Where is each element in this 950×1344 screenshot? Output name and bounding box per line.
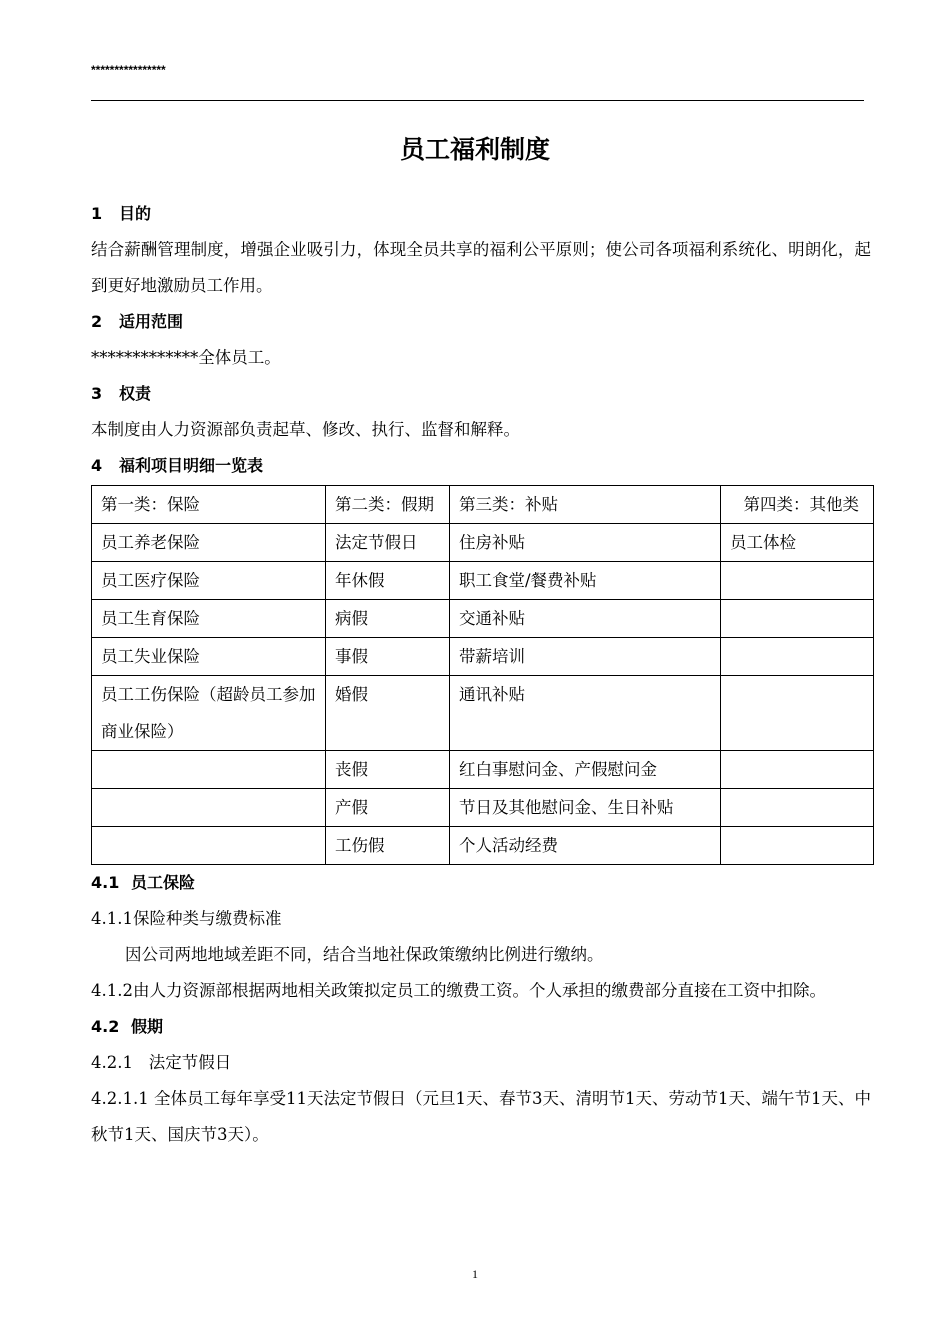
section-4-1-1-title: 4.1.1保险种类与缴费标准 xyxy=(91,909,282,928)
table-row xyxy=(92,789,874,827)
table-cell: 员工体检 xyxy=(721,524,874,562)
table-row xyxy=(92,827,874,865)
section-2-body: *************全体员工。 xyxy=(91,348,281,367)
table-row xyxy=(92,751,874,789)
table-cell xyxy=(92,789,326,827)
section-title: 适用范围 xyxy=(119,312,184,331)
section-number: 2 xyxy=(91,312,103,331)
section-title: 福利项目明细一览表 xyxy=(119,456,264,475)
section-number: 1 xyxy=(91,204,103,223)
table-cell xyxy=(721,676,874,751)
table-cell: 年休假 xyxy=(326,562,450,600)
table-cell xyxy=(721,562,874,600)
section-3-body: 本制度由人力资源部负责起草、修改、执行、监督和解释。 xyxy=(91,420,520,439)
section-number: 3 xyxy=(91,384,103,403)
table-row xyxy=(92,600,874,638)
table-cell: 工伤假 xyxy=(326,827,450,865)
section-4-heading xyxy=(91,448,871,484)
welfare-table xyxy=(91,485,874,865)
table-cell: 产假 xyxy=(326,789,450,827)
section-title: 权责 xyxy=(119,384,152,403)
table-cell xyxy=(721,751,874,789)
section-4-2-1-1-body: 4.2.1.1 全体员工每年享受11天法定节假日（元旦1天、春节3天、清明节1天、劳动节1天、端午节1天、中秋节1天、国庆节3天）。 xyxy=(91,1089,871,1144)
table-cell: 员工失业保险 xyxy=(92,638,326,676)
table-cell: 通讯补贴 xyxy=(450,676,721,751)
table-cell xyxy=(721,827,874,865)
document-title: 员工福利制度 xyxy=(399,135,550,164)
section-1-heading xyxy=(91,196,871,232)
table-cell: 员工养老保险 xyxy=(92,524,326,562)
section-title: 目的 xyxy=(119,204,152,223)
table-cell xyxy=(92,751,326,789)
table-cell: 住房补贴 xyxy=(450,524,721,562)
table-header-cell: 第三类：补贴 xyxy=(450,486,721,524)
table-cell xyxy=(721,789,874,827)
table-cell: 丧假 xyxy=(326,751,450,789)
header-mark: **************** xyxy=(91,63,166,77)
section-number: 4 xyxy=(91,456,103,475)
table-cell: 病假 xyxy=(326,600,450,638)
section-4-1-heading xyxy=(91,865,871,901)
table-cell: 员工生育保险 xyxy=(92,600,326,638)
table-header-cell: 第二类：假期 xyxy=(326,486,450,524)
section-number: 4.2 xyxy=(91,1017,120,1036)
section-1-body: 结合薪酬管理制度，增强企业吸引力，体现全员共享的福利公平原则；使公司各项福利系统化、明朗化，起到更好地激励员工作用。 xyxy=(91,240,871,295)
table-row xyxy=(92,562,874,600)
header-rule xyxy=(91,100,864,101)
table-cell: 节日及其他慰问金、生日补贴 xyxy=(450,789,721,827)
table-cell xyxy=(92,827,326,865)
table-header-cell: 第四类：其他类 xyxy=(721,486,874,524)
section-3-heading xyxy=(91,376,871,412)
table-cell: 事假 xyxy=(326,638,450,676)
section-4-1-1-body: 因公司两地地域差距不同，结合当地社保政策缴纳比例进行缴纳。 xyxy=(125,945,604,964)
table-header-cell: 第一类：保险 xyxy=(92,486,326,524)
table-cell: 员工工伤保险（超龄员工参加商业保险） xyxy=(92,676,326,751)
table-cell: 带薪培训 xyxy=(450,638,721,676)
table-row xyxy=(92,524,874,562)
section-4-1-2-body: 4.1.2由人力资源部根据两地相关政策拟定员工的缴费工资。个人承担的缴费部分直接在工资中扣除。 xyxy=(91,981,826,1000)
table-cell: 个人活动经费 xyxy=(450,827,721,865)
table-cell: 交通补贴 xyxy=(450,600,721,638)
table-cell: 职工食堂/餐费补贴 xyxy=(450,562,721,600)
section-number: 4.1 xyxy=(91,873,120,892)
table-cell: 红白事慰问金、产假慰问金 xyxy=(450,751,721,789)
table-header-row xyxy=(92,486,874,524)
table-cell xyxy=(721,600,874,638)
section-2-heading xyxy=(91,304,871,340)
section-4-2-heading xyxy=(91,1009,871,1045)
table-cell: 员工医疗保险 xyxy=(92,562,326,600)
table-row xyxy=(92,638,874,676)
table-cell xyxy=(721,638,874,676)
section-title: 假期 xyxy=(131,1017,164,1036)
document-body xyxy=(91,196,871,1153)
table-cell: 婚假 xyxy=(326,676,450,751)
table-row xyxy=(92,676,874,751)
section-4-2-1-title: 4.2.1 法定节假日 xyxy=(91,1053,232,1072)
page-number: 1 xyxy=(472,1267,478,1281)
section-title: 员工保险 xyxy=(131,873,196,892)
table-cell: 法定节假日 xyxy=(326,524,450,562)
